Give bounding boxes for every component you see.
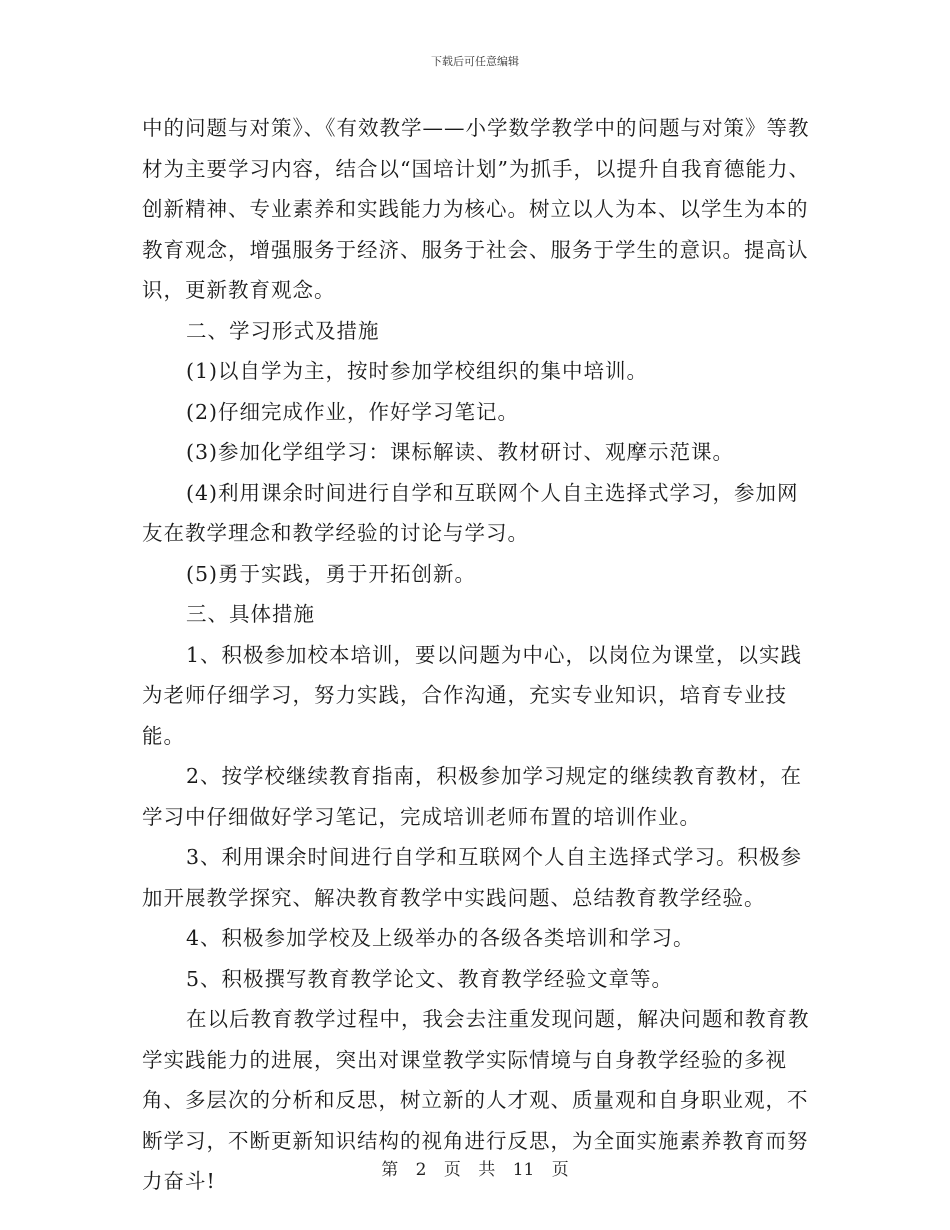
- measure-item: 4、积极参加学校及上级举办的各级各类培训和学习。: [186, 926, 695, 950]
- page-header: 下载后可任意编辑: [431, 55, 519, 68]
- footer-total-word: 共: [478, 1160, 496, 1180]
- footer-suffix: 页: [551, 1160, 569, 1180]
- paragraph-intro-continued: 中的问题与对策》、《有效教学——小学数学教学中的问题与对策》等教材为主要学习内容，结合以“国培计划”为抓手，以提升自我育德能力、创新精神、专业素养和实践能力为核心。树立以人为本、以学生为本的教育观念，增强服务于经济、服务于社会、服务于学生的意识。提高认识，更新教育观念。: [142, 116, 810, 302]
- total-pages: 11: [512, 1160, 535, 1180]
- section-heading-2: 二、学习形式及措施: [186, 318, 380, 343]
- document-body: [142, 108, 812, 1202]
- footer-page-word: 页: [443, 1160, 461, 1180]
- page-number: 2: [415, 1160, 427, 1180]
- list-item: (4)利用课余时间进行自学和互联网个人自主选择式学习，参加网友在教学理念和教学经验的讨论与学习。: [142, 480, 799, 545]
- measure-item: 1、积极参加校本培训，要以问题为中心，以岗位为课堂，以实践为老师仔细学习，努力实践，合作沟通，充实专业知识，培育专业技能。: [142, 642, 803, 748]
- list-item: (5)勇于实践，勇于开拓创新。: [186, 561, 477, 586]
- page-footer: [0, 1155, 950, 1180]
- measure-item: 3、利用课余时间进行自学和互联网个人自主选择式学习。积极参加开展教学探究、解决教育教学中实践问题、总结教育教学经验。: [142, 845, 803, 910]
- measure-item: 5、积极撰写教育教学论文、教育教学经验文章等。: [186, 966, 674, 991]
- list-item: (3)参加化学组学习：课标解读、教材研讨、观摩示范课。: [186, 440, 735, 464]
- closing-paragraph: 在以后教育教学过程中，我会去注重发现问题，解决问题和教育教学实践能力的进展，突出对课堂教学实际情境与自身教学经验的多视角、多层次的分析和反思，树立新的人才观、质量观和自身职业观，不断学习，不断更新知识结构的视角进行反思，为全面实施素养教育而努力奋斗!: [142, 1007, 810, 1193]
- measure-item: 2、按学校继续教育指南，积极参加学习规定的继续教育教材，在学习中仔细做好学习笔记，完成培训老师布置的培训作业。: [142, 764, 803, 829]
- list-item: (1)以自学为主，按时参加学校组织的集中培训。: [186, 359, 649, 383]
- list-item: (2)仔细完成作业，作好学习笔记。: [186, 399, 520, 424]
- footer-prefix: 第: [381, 1160, 399, 1180]
- section-heading-3: 三、具体措施: [186, 602, 315, 626]
